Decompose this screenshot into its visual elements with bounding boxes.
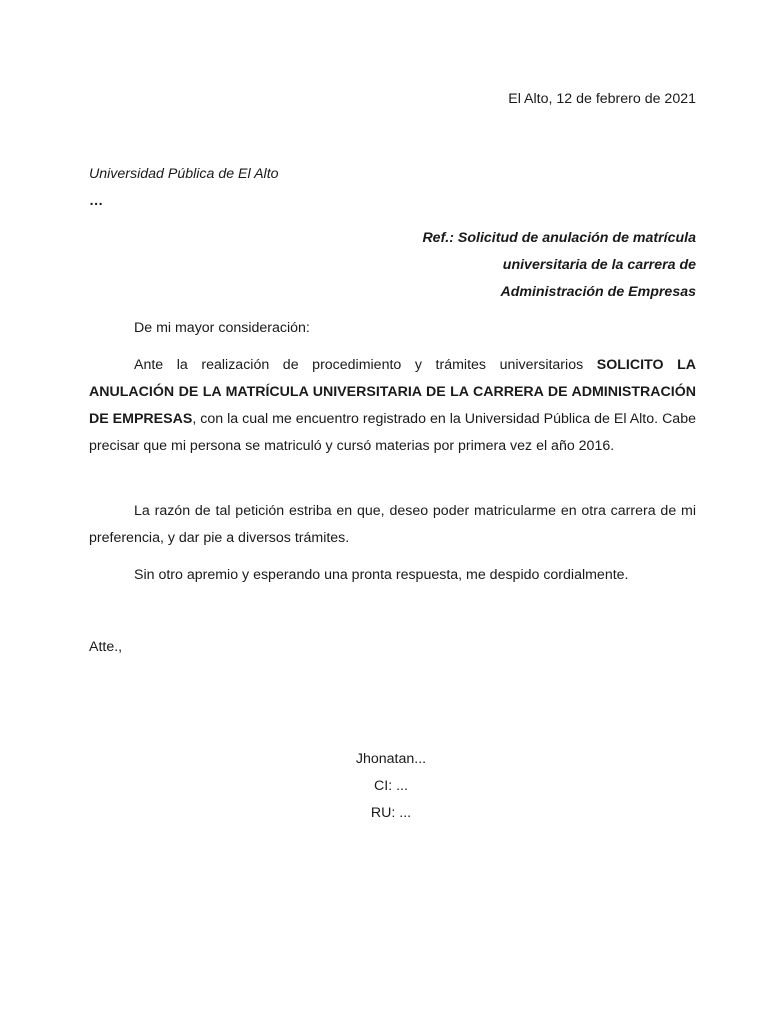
body-paragraph-3: Sin otro apremio y esperando una pronta respuesta, me despido cordialmente. xyxy=(134,567,629,583)
reference-line-2: universitaria de la carrera de xyxy=(502,257,696,273)
signature-ci: CI: ... xyxy=(374,778,408,794)
body-paragraph-2: La razón de tal petición estriba en que, deseo poder matricularme en otra carrera de mi preferencia, y dar pie a diversos trámites. xyxy=(89,503,696,546)
request-statement: SOLICITO LA ANULACIÓN DE LA MATRÍCULA UNIVERSITARIA DE LA CARRERA DE ADMINISTRACIÓN DE EMPRESAS xyxy=(89,357,697,427)
body-paragraph-1 xyxy=(89,352,696,460)
reference-line-1: Ref.: Solicitud de anulación de matrícula xyxy=(422,230,696,246)
recipient-continuation: … xyxy=(89,193,104,209)
paragraph-1-rest: , con la cual me encuentro registrado en la Universidad Pública de El Alto. Cabe precisar que mi persona se matriculó y cursó materias por primera vez el año 2016. xyxy=(89,411,696,454)
letter-date: El Alto, 12 de febrero de 2021 xyxy=(508,91,696,107)
signature-ru: RU: ... xyxy=(370,805,412,821)
recipient-name: Universidad Pública de El Alto xyxy=(89,166,279,182)
closing: Atte., xyxy=(89,639,123,655)
paragraph-1-intro: Ante la realización de procedimiento y trámites universitarios xyxy=(134,357,597,373)
signature-name: Jhonatan... xyxy=(355,751,427,767)
greeting: De mi mayor consideración: xyxy=(134,320,310,336)
reference-line-3: Administración de Empresas xyxy=(500,284,696,300)
